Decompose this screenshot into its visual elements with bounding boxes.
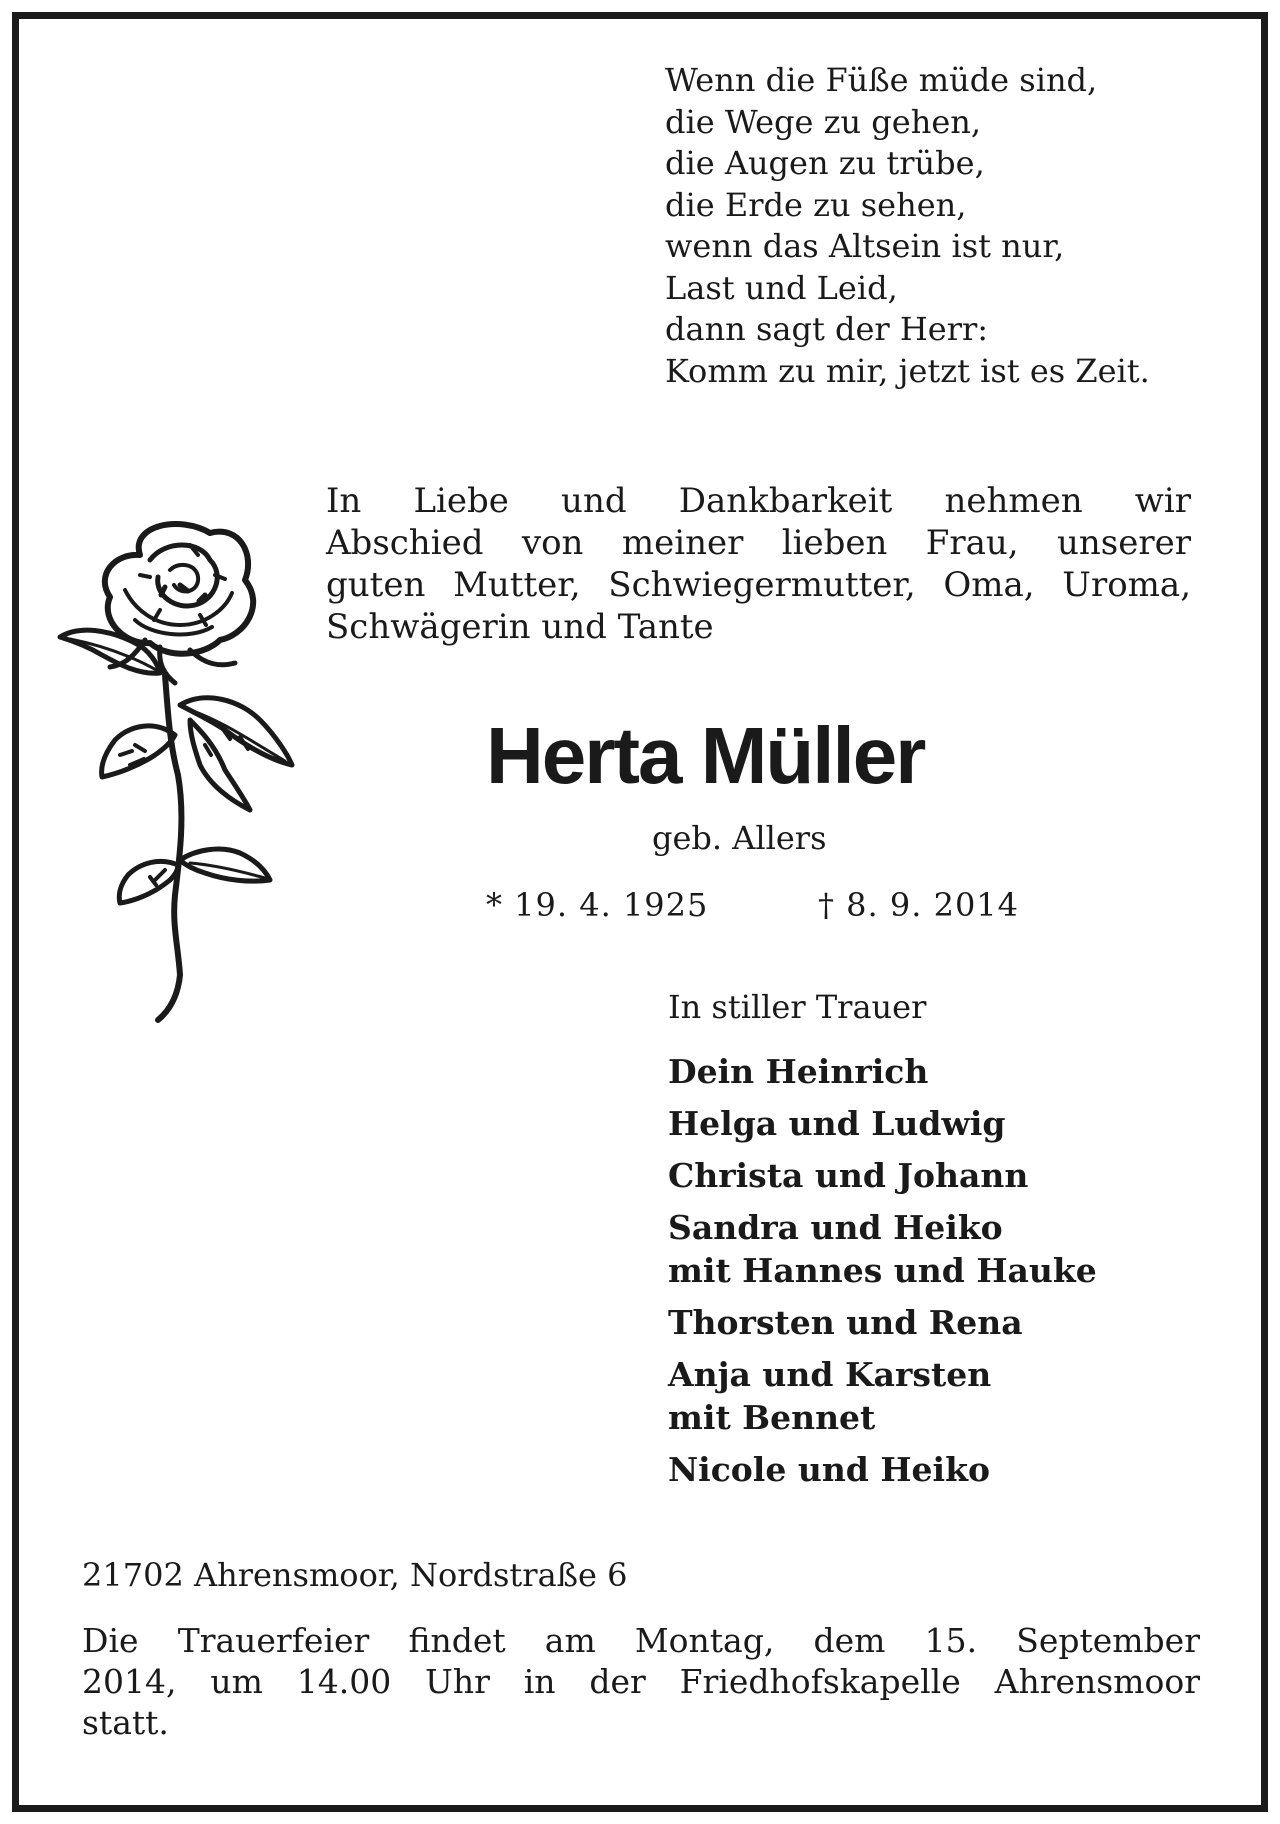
mourner-line: Sandra und Heiko [668,1208,1003,1247]
mourner-line: mit Hannes und Hauke [668,1251,1097,1290]
poem-line: die Wege zu gehen, [665,102,982,141]
mourner-line: Dein Heinrich [668,1052,929,1091]
poem-line: dann sagt der Herr: [665,310,989,348]
poem-line: Wenn die Füße müde sind, [665,61,1098,99]
mourner-line: Nicole und Heiko [668,1450,990,1489]
mourner-line: Thorsten und Rena [668,1303,1023,1342]
mourner-line: Helga und Ludwig [668,1104,1006,1143]
poem-line: wenn das Altsein ist nur, [665,227,1065,265]
mourner-entry [668,1301,1097,1344]
poem [665,60,1150,392]
intro-text [326,480,1191,648]
funeral-line: Die Trauerfeier findet am Montag, dem 15. September [82,1621,1200,1660]
mourner-entry [668,1102,1097,1145]
death-date: † 8. 9. 2014 [818,886,1020,924]
mourning-heading: In stiller Trauer [668,988,927,1026]
mourner-line: mit Bennet [668,1398,876,1437]
deceased-name: Herta Müller [486,711,925,800]
birth-date: * 19. 4. 1925 [486,886,709,924]
funeral-line: 2014, um 14.00 Uhr in der Friedhofskapelle Ahrensmoor [82,1662,1200,1701]
mourner-entry [668,1206,1097,1292]
intro-line: Schwägerin und Tante [326,607,714,647]
mourner-entry [668,1353,1097,1439]
mourner-entry [668,1154,1097,1197]
poem-line: Komm zu mir, jetzt ist es Zeit. [665,351,1150,390]
poem-line: Last und Leid, [665,268,898,307]
mourner-entry [668,1448,1097,1491]
funeral-line: statt. [82,1703,169,1742]
rose-drawing-icon [40,515,310,1025]
poem-line: die Augen zu trübe, [665,144,985,182]
maiden-name: geb. Allers [652,819,827,857]
poem-line: die Erde zu sehen, [665,185,967,224]
mourner-line: Christa und Johann [668,1156,1029,1195]
mourner-entry [668,1050,1097,1093]
intro-line: In Liebe und Dankbarkeit nehmen wir [326,481,1191,521]
mourners-list [668,1050,1097,1500]
funeral-notice [82,1620,1200,1743]
intro-line: Abschied von meiner lieben Frau, unserer [326,523,1191,563]
address: 21702 Ahrensmoor, Nordstraße 6 [82,1556,628,1594]
intro-line: guten Mutter, Schwiegermutter, Oma, Uroma, [326,565,1191,605]
mourner-line: Anja und Karsten [668,1355,992,1394]
